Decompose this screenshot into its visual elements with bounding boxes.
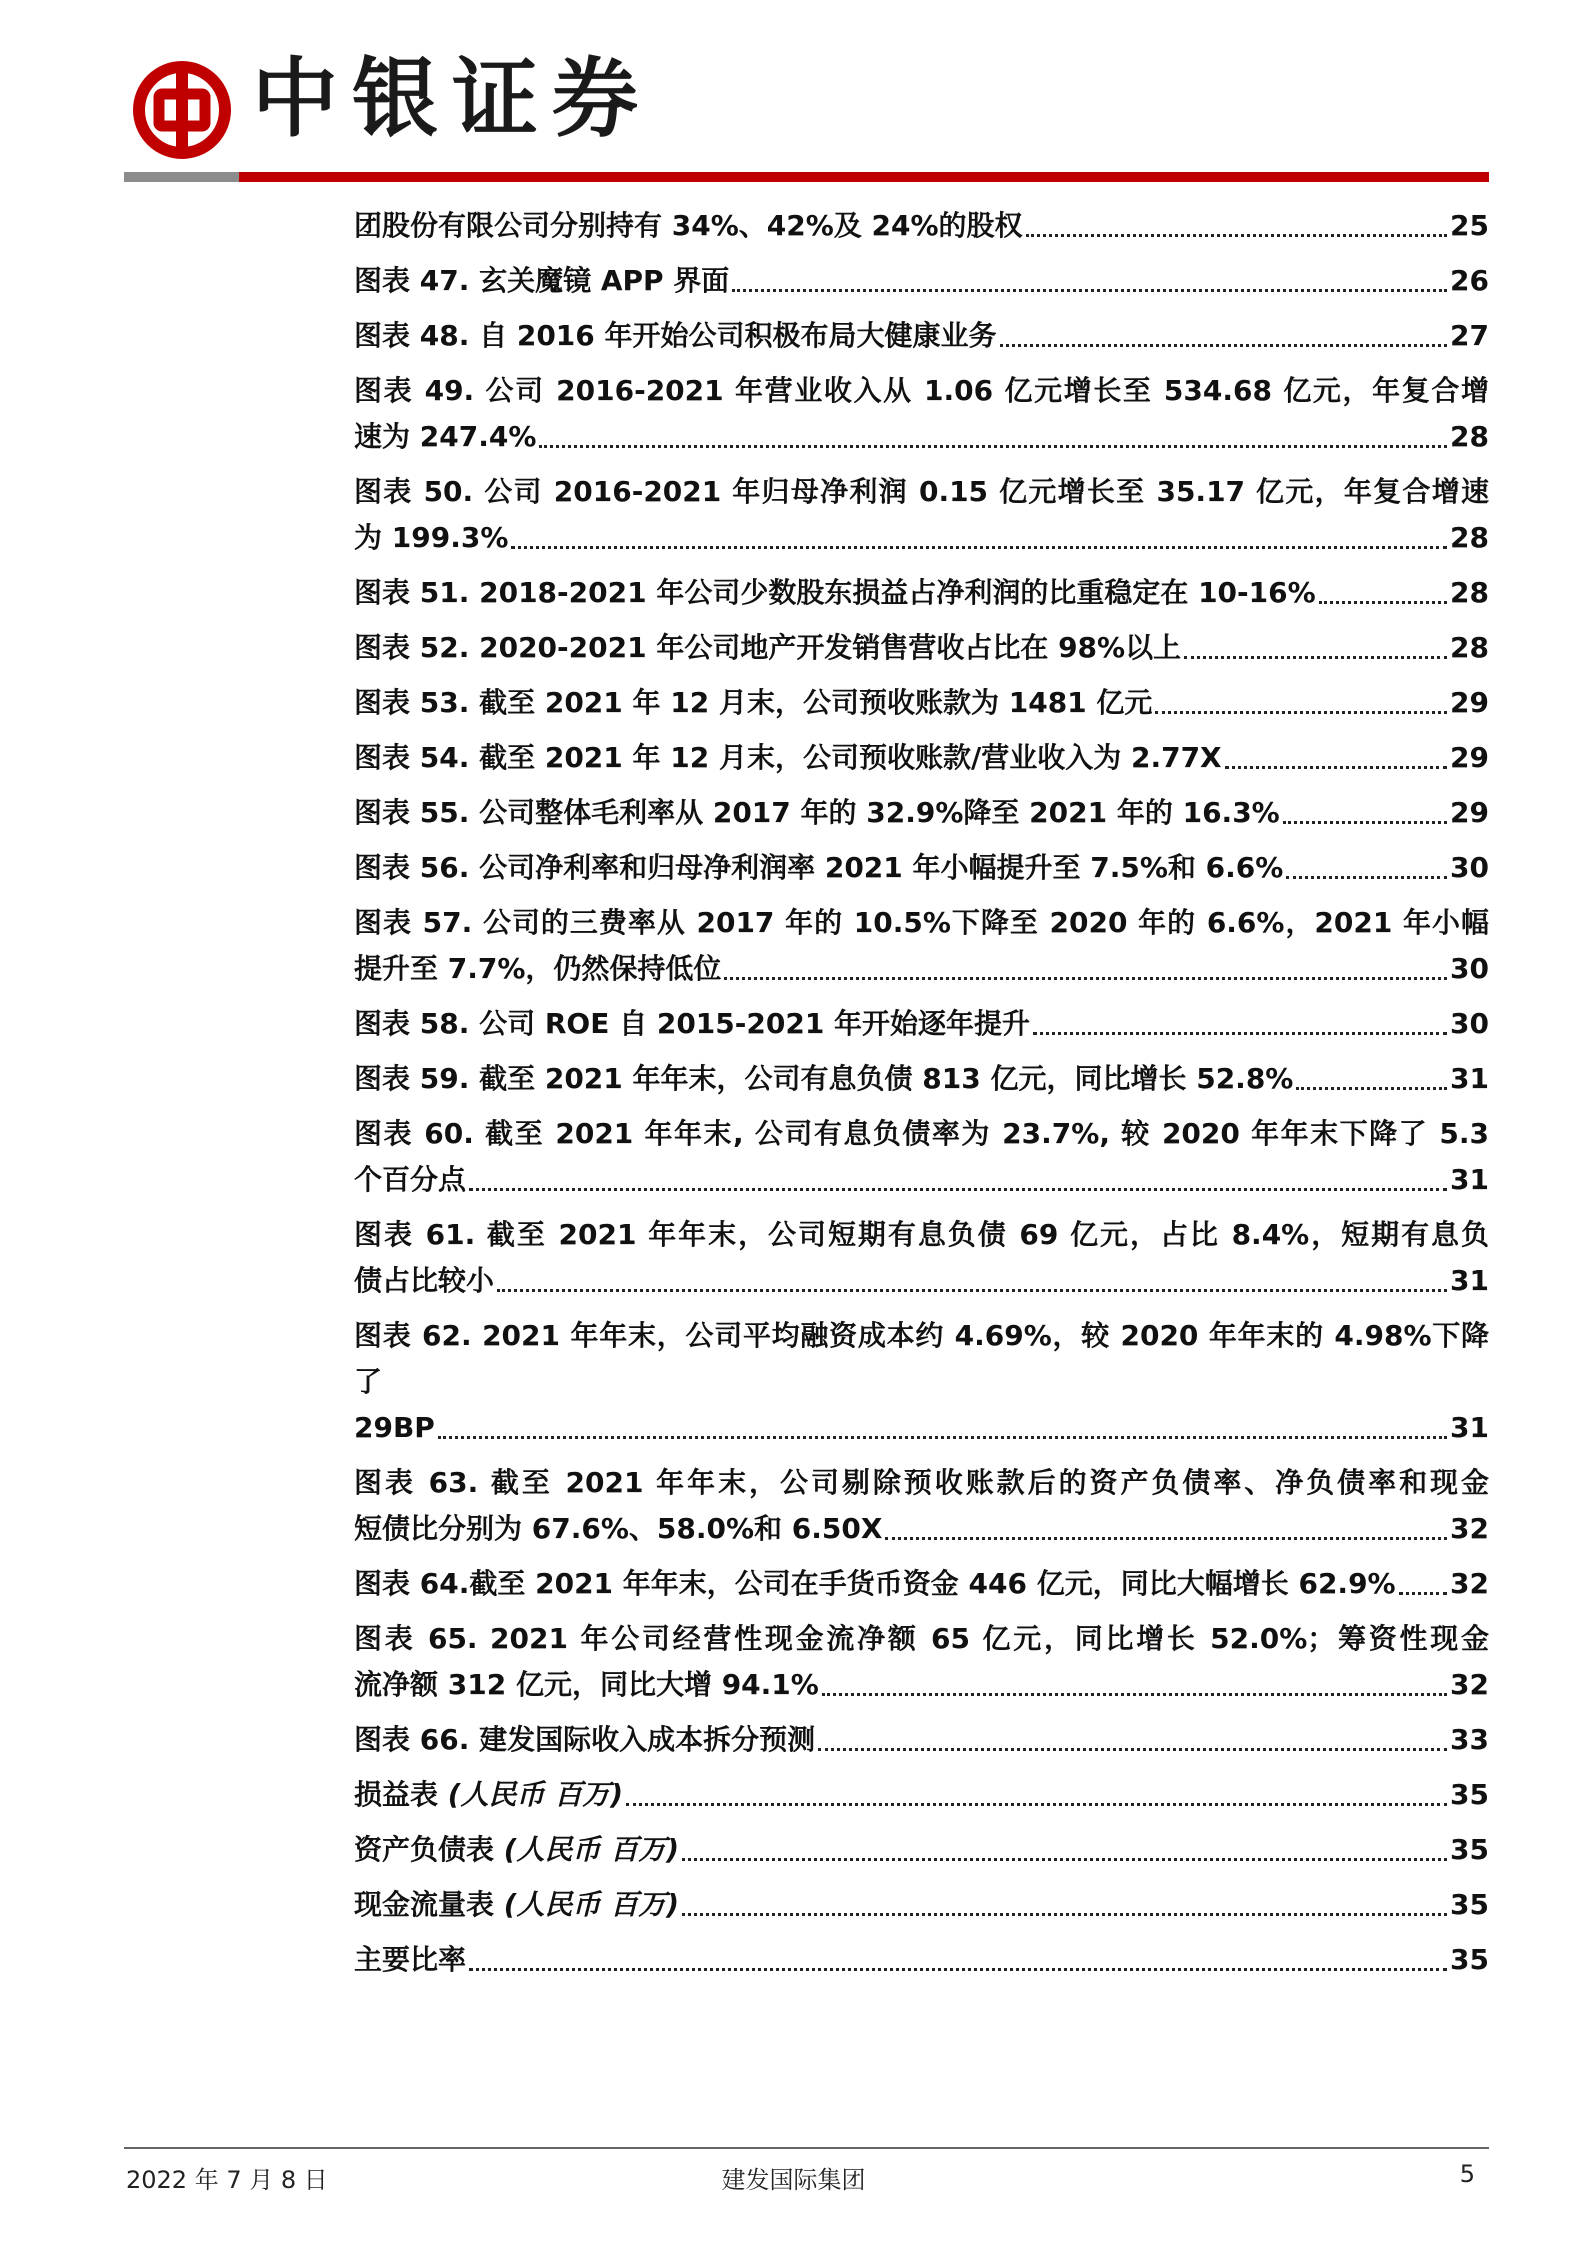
toc-dot-leader xyxy=(469,1188,1447,1191)
toc-entry-title: 图表 59. 截至 2021 年年末，公司有息负债 813 亿元，同比增长 52.8% xyxy=(354,1062,1294,1095)
toc-page-number: 32 xyxy=(1450,1512,1489,1545)
toc-entry-text xyxy=(354,570,1316,616)
toc-page-number: 30 xyxy=(1450,851,1489,884)
toc-page-number: 28 xyxy=(1450,420,1489,453)
toc-dot-leader xyxy=(1399,1592,1447,1595)
toc-entry-text xyxy=(354,1561,1396,1607)
footer-date: 2022 年 7 月 8 日 xyxy=(126,2166,328,2194)
toc-dot-leader xyxy=(1000,344,1448,347)
toc-page-number: 31 xyxy=(1450,1411,1489,1444)
toc-entry[interactable] xyxy=(354,1616,1489,1708)
toc-entry-title: 图表 47. 玄关魔镜 APP 界面 xyxy=(354,264,730,297)
toc-entry-text xyxy=(354,1056,1293,1102)
toc-entry-text xyxy=(354,258,729,304)
toc-page-number: 28 xyxy=(1450,631,1489,664)
toc-dot-leader xyxy=(682,1913,1447,1916)
toc-entry-text xyxy=(354,1001,1030,1047)
toc-page-number: 31 xyxy=(1450,1264,1489,1297)
toc-entry-text xyxy=(354,1717,815,1763)
page-header xyxy=(0,0,1587,190)
toc-entry[interactable] xyxy=(354,368,1489,460)
toc-entry-title: 流净额 312 亿元，同比大增 94.1% xyxy=(354,1668,819,1701)
bank-of-china-logo-icon xyxy=(132,60,232,160)
toc-dot-leader xyxy=(1184,656,1447,659)
toc-page-number: 29 xyxy=(1450,741,1489,774)
toc-entry-text xyxy=(354,1827,679,1873)
toc-entry[interactable] xyxy=(354,790,1489,836)
toc-page-number: 35 xyxy=(1450,1888,1489,1921)
toc-dot-leader xyxy=(469,1968,1447,1971)
toc-entry-title: 图表 52. 2020-2021 年公司地产开发销售营收占比在 98%以上 xyxy=(354,631,1182,664)
toc-page-number: 33 xyxy=(1450,1723,1489,1756)
toc-entry-title: 图表 51. 2018-2021 年公司少数股东损益占净利润的比重稳定在 10-16% xyxy=(354,576,1316,609)
toc-entry-text xyxy=(354,313,997,359)
toc-entry[interactable] xyxy=(354,1937,1489,1983)
toc-entry-title: 团股份有限公司分别持有 34%、42%及 24%的股权 xyxy=(354,209,1023,242)
toc-page-number: 29 xyxy=(1450,796,1489,829)
toc-entry-title: 图表 58. 公司 ROE 自 2015-2021 年开始逐年提升 xyxy=(354,1007,1031,1040)
toc-entry-text-line1: 图表 60. 截至 2021 年年末, 公司有息负债率为 23.7%, 较 2020 年年末下降了 5.3 xyxy=(354,1117,1489,1150)
footer-rule xyxy=(124,2147,1489,2149)
toc-page-number: 28 xyxy=(1450,521,1489,554)
toc-entry-title: 债占比较小 xyxy=(354,1264,495,1297)
toc-entry[interactable] xyxy=(354,1772,1489,1818)
toc-dot-leader xyxy=(1225,766,1447,769)
toc-dot-leader xyxy=(724,977,1447,980)
toc-dot-leader xyxy=(885,1537,1447,1540)
toc-entry-text xyxy=(354,1258,494,1304)
toc-entry-text-line1: 图表 49. 公司 2016-2021 年营业收入从 1.06 亿元增长至 534.68 亿元，年复合增 xyxy=(354,374,1489,407)
toc-entry-text xyxy=(354,735,1222,781)
toc-entry[interactable] xyxy=(354,1001,1489,1047)
header-rule-red xyxy=(239,172,1489,182)
toc-entry-text-line1: 图表 50. 公司 2016-2021 年归母净利润 0.15 亿元增长至 35.17 亿元，年复合增速 xyxy=(354,475,1489,508)
toc-entry[interactable] xyxy=(354,1882,1489,1928)
toc-entry-text xyxy=(354,1157,466,1203)
toc-entry[interactable] xyxy=(354,1212,1489,1304)
toc-dot-leader xyxy=(1296,1087,1447,1090)
toc-dot-leader xyxy=(511,546,1447,549)
toc-entry[interactable] xyxy=(354,570,1489,616)
toc-dot-leader xyxy=(626,1803,1447,1806)
toc-entry[interactable] xyxy=(354,845,1489,891)
toc-page-number: 30 xyxy=(1450,1007,1489,1040)
toc-entry-title: 图表 56. 公司净利率和归母净利润率 2021 年小幅提升至 7.5%和 6.6% xyxy=(354,851,1284,884)
toc-entry-text xyxy=(354,625,1181,671)
toc-entry-unit: (人民币 百万) xyxy=(494,1888,680,1921)
toc-entry-text xyxy=(354,1405,435,1451)
toc-entry-text xyxy=(354,946,721,992)
toc-entry[interactable] xyxy=(354,1827,1489,1873)
toc-dot-leader xyxy=(1026,234,1447,237)
toc-dot-leader xyxy=(1319,601,1447,604)
toc-dot-leader xyxy=(539,445,1447,448)
toc-dot-leader xyxy=(1033,1032,1447,1035)
toc-dot-leader xyxy=(818,1748,1447,1751)
toc-entry-title: 为 199.3% xyxy=(354,521,509,554)
header-rule-grey xyxy=(124,172,239,182)
toc-entry-text xyxy=(354,845,1283,891)
toc-entry[interactable] xyxy=(354,1111,1489,1203)
toc-entry[interactable] xyxy=(354,680,1489,726)
footer-company: 建发国际集团 xyxy=(721,2166,866,2194)
toc-entry-title: 图表 54. 截至 2021 年 12 月末，公司预收账款/营业收入为 2.77X xyxy=(354,741,1222,774)
toc-dot-leader xyxy=(822,1693,1447,1696)
toc-page-number: 29 xyxy=(1450,686,1489,719)
toc-entry-text-line1: 图表 65. 2021 年公司经营性现金流净额 65 亿元，同比增长 52.0%；筹资性现金 xyxy=(354,1622,1489,1655)
toc-entry-text xyxy=(354,203,1023,249)
toc-entry-title: 现金流量表 xyxy=(354,1888,495,1921)
footer-page-number: 5 xyxy=(1459,2160,1475,2188)
toc-entry[interactable] xyxy=(354,1561,1489,1607)
toc-page-number: 35 xyxy=(1450,1833,1489,1866)
toc-entry[interactable] xyxy=(354,735,1489,781)
toc-entry-text xyxy=(354,1882,679,1928)
toc-page-number: 26 xyxy=(1450,264,1489,297)
toc-entry-title: 资产负债表 xyxy=(354,1833,495,1866)
table-of-contents xyxy=(354,203,1489,1992)
toc-dot-leader xyxy=(732,289,1447,292)
toc-entry[interactable] xyxy=(354,900,1489,992)
toc-entry-text xyxy=(354,414,536,460)
toc-entry-text xyxy=(354,680,1152,726)
toc-page-number: 32 xyxy=(1450,1668,1489,1701)
toc-entry-title: 短债比分别为 67.6%、58.0%和 6.50X xyxy=(354,1512,883,1545)
toc-entry[interactable] xyxy=(354,625,1489,671)
toc-entry[interactable] xyxy=(354,1460,1489,1552)
toc-entry-text xyxy=(354,1506,882,1552)
toc-dot-leader xyxy=(438,1436,1447,1439)
toc-page-number: 30 xyxy=(1450,952,1489,985)
toc-entry-title: 图表 55. 公司整体毛利率从 2017 年的 32.9%降至 2021 年的 16.3% xyxy=(354,796,1280,829)
toc-page-number: 28 xyxy=(1450,576,1489,609)
toc-entry[interactable] xyxy=(354,469,1489,561)
toc-entry-unit: (人民币 百万) xyxy=(438,1778,624,1811)
toc-entry-title: 29BP xyxy=(354,1411,435,1444)
toc-entry-title: 损益表 xyxy=(354,1778,439,1811)
toc-entry[interactable] xyxy=(354,258,1489,304)
toc-entry-title: 图表 66. 建发国际收入成本拆分预测 xyxy=(354,1723,816,1756)
toc-dot-leader xyxy=(497,1289,1447,1292)
toc-entry-text xyxy=(354,790,1280,836)
toc-entry-title: 主要比率 xyxy=(354,1943,467,1976)
toc-dot-leader xyxy=(1286,876,1447,879)
toc-entry-title: 提升至 7.7%，仍然保持低位 xyxy=(354,952,722,985)
toc-entry-title: 图表 48. 自 2016 年开始公司积极布局大健康业务 xyxy=(354,319,997,352)
toc-page-number: 32 xyxy=(1450,1567,1489,1600)
toc-page-number: 35 xyxy=(1450,1778,1489,1811)
toc-entry-text xyxy=(354,1662,819,1708)
toc-entry-title: 速为 247.4% xyxy=(354,420,537,453)
toc-entry[interactable] xyxy=(354,1717,1489,1763)
toc-entry-text-line1: 图表 63. 截至 2021 年年末，公司剔除预收账款后的资产负债率、净负债率和现金 xyxy=(354,1466,1489,1499)
toc-entry-text xyxy=(354,1772,623,1818)
toc-entry-text-line1: 图表 57. 公司的三费率从 2017 年的 10.5%下降至 2020 年的 6.6%，2021 年小幅 xyxy=(354,906,1489,939)
brand-name: 中银证券 xyxy=(252,48,652,149)
toc-entry[interactable] xyxy=(354,313,1489,359)
toc-page-number: 25 xyxy=(1450,209,1489,242)
toc-entry[interactable] xyxy=(354,203,1489,249)
toc-dot-leader xyxy=(1155,711,1447,714)
toc-entry-title: 图表 53. 截至 2021 年 12 月末，公司预收账款为 1481 亿元 xyxy=(354,686,1153,719)
toc-entry-unit: (人民币 百万) xyxy=(494,1833,680,1866)
toc-entry-text-line1: 图表 61. 截至 2021 年年末，公司短期有息负债 69 亿元，占比 8.4%，短期有息负 xyxy=(354,1218,1489,1251)
toc-entry-text-line1: 图表 62. 2021 年年末，公司平均融资成本约 4.69%，较 2020 年年末的 4.98%下降了 xyxy=(354,1319,1489,1398)
toc-dot-leader xyxy=(682,1858,1447,1861)
toc-entry[interactable] xyxy=(354,1313,1489,1451)
toc-entry-text xyxy=(354,1937,466,1983)
toc-entry-title: 个百分点 xyxy=(354,1163,467,1196)
toc-page-number: 31 xyxy=(1450,1062,1489,1095)
toc-page-number: 35 xyxy=(1450,1943,1489,1976)
toc-dot-leader xyxy=(1283,821,1447,824)
toc-page-number: 31 xyxy=(1450,1163,1489,1196)
toc-entry-title: 图表 64.截至 2021 年年末，公司在手货币资金 446 亿元，同比大幅增长 62.9% xyxy=(354,1567,1396,1600)
toc-entry-text xyxy=(354,515,508,561)
toc-page-number: 27 xyxy=(1450,319,1489,352)
toc-entry[interactable] xyxy=(354,1056,1489,1102)
